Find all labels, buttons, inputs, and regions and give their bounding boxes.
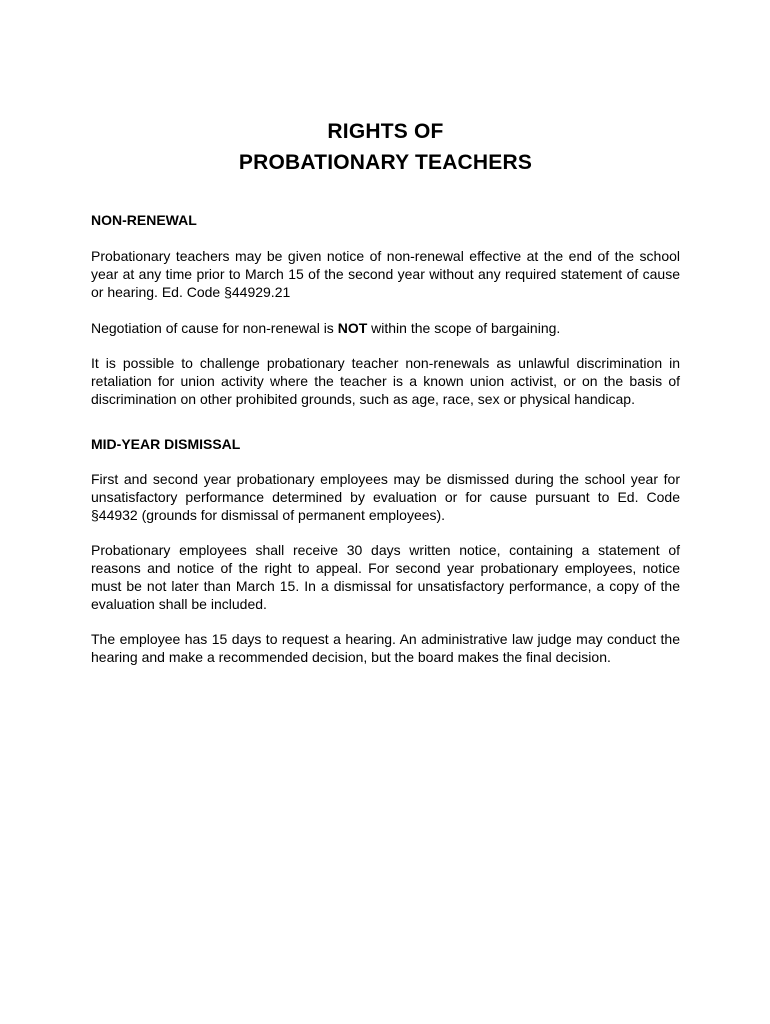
non-renewal-paragraph-3: It is possible to challenge probationary teacher non-renewals as unlawful discrimination in retaliation for union activity where the teacher is a known union activist, or on the basis of discrimination on other prohibited grounds, such as age, race, sex or physical handicap.	[91, 355, 680, 407]
heading-non-renewal: NON-RENEWAL	[91, 212, 197, 228]
section-mid-year-dismissal	[91, 435, 680, 666]
para2-emphasis-not: NOT	[337, 320, 368, 336]
para2-text-before: Negotiation of cause for non-renewal is	[91, 320, 338, 336]
mid-year-paragraph-2: Probationary employees shall receive 30 days written notice, containing a statement of reasons and notice of the right to appeal. For second year probationary employees, notice must be not later than March 15. In a dismissal for unsatisfactory performance, a copy of the evaluation shall be included.	[91, 542, 680, 612]
section-non-renewal	[91, 211, 680, 408]
title-line-1: RIGHTS OF	[327, 120, 444, 143]
document-title	[91, 0, 680, 178]
heading-mid-year-dismissal: MID-YEAR DISMISSAL	[91, 436, 241, 452]
para2-text-after: within the scope of bargaining.	[367, 320, 561, 336]
non-renewal-paragraph-1: Probationary teachers may be given notice of non-renewal effective at the end of the school year at any time prior to March 15 of the second year without any required statement of cause or hearing. Ed. Code §44929.21	[91, 248, 680, 300]
mid-year-paragraph-1: First and second year probationary employees may be dismissed during the school year for unsatisfactory performance determined by evaluation or for cause pursuant to Ed. Code §44932 (grounds for dismissal of permanent employees).	[91, 471, 680, 523]
non-renewal-paragraph-2	[91, 319, 680, 337]
title-line-2: PROBATIONARY TEACHERS	[238, 151, 533, 174]
mid-year-paragraph-3: The employee has 15 days to request a hearing. An administrative law judge may conduct the hearing and make a recommended decision, but the board makes the final decision.	[91, 631, 680, 665]
